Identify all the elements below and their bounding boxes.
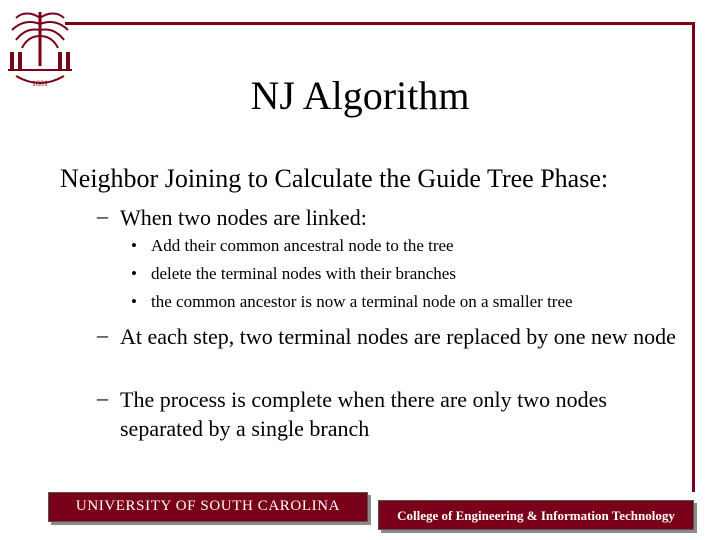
bullet-marker: • [131, 292, 137, 311]
slide-title: NJ Algorithm [250, 73, 470, 118]
sub-list-item-text: the common ancestor is now a terminal node on a smaller tree [151, 292, 573, 311]
list-item-text: At each step, two terminal nodes are replaced by one new node [120, 324, 676, 349]
sub-list-item-text: delete the terminal nodes with their branches [151, 264, 456, 283]
list-item-text: The process is complete when there are only two nodes separated by a single branch [120, 387, 607, 441]
list-item-text: When two nodes are linked: [120, 205, 367, 230]
college-name-banner: College of Engineering & Information Technology [378, 500, 694, 530]
bullet-marker: • [131, 264, 137, 283]
dash-marker: – [97, 203, 108, 228]
slide-frame-top [65, 22, 695, 25]
content-heading: Neighbor Joining to Calculate the Guide Tree Phase: [60, 164, 609, 193]
university-name-banner: UNIVERSITY OF SOUTH CAROLINA [48, 492, 368, 522]
sub-list-item-text: Add their common ancestral node to the tree [151, 236, 454, 255]
bullet-marker: • [131, 236, 137, 255]
dash-marker: – [97, 322, 108, 347]
logo-year: 1801 [32, 79, 48, 88]
dash-marker: – [97, 385, 108, 410]
